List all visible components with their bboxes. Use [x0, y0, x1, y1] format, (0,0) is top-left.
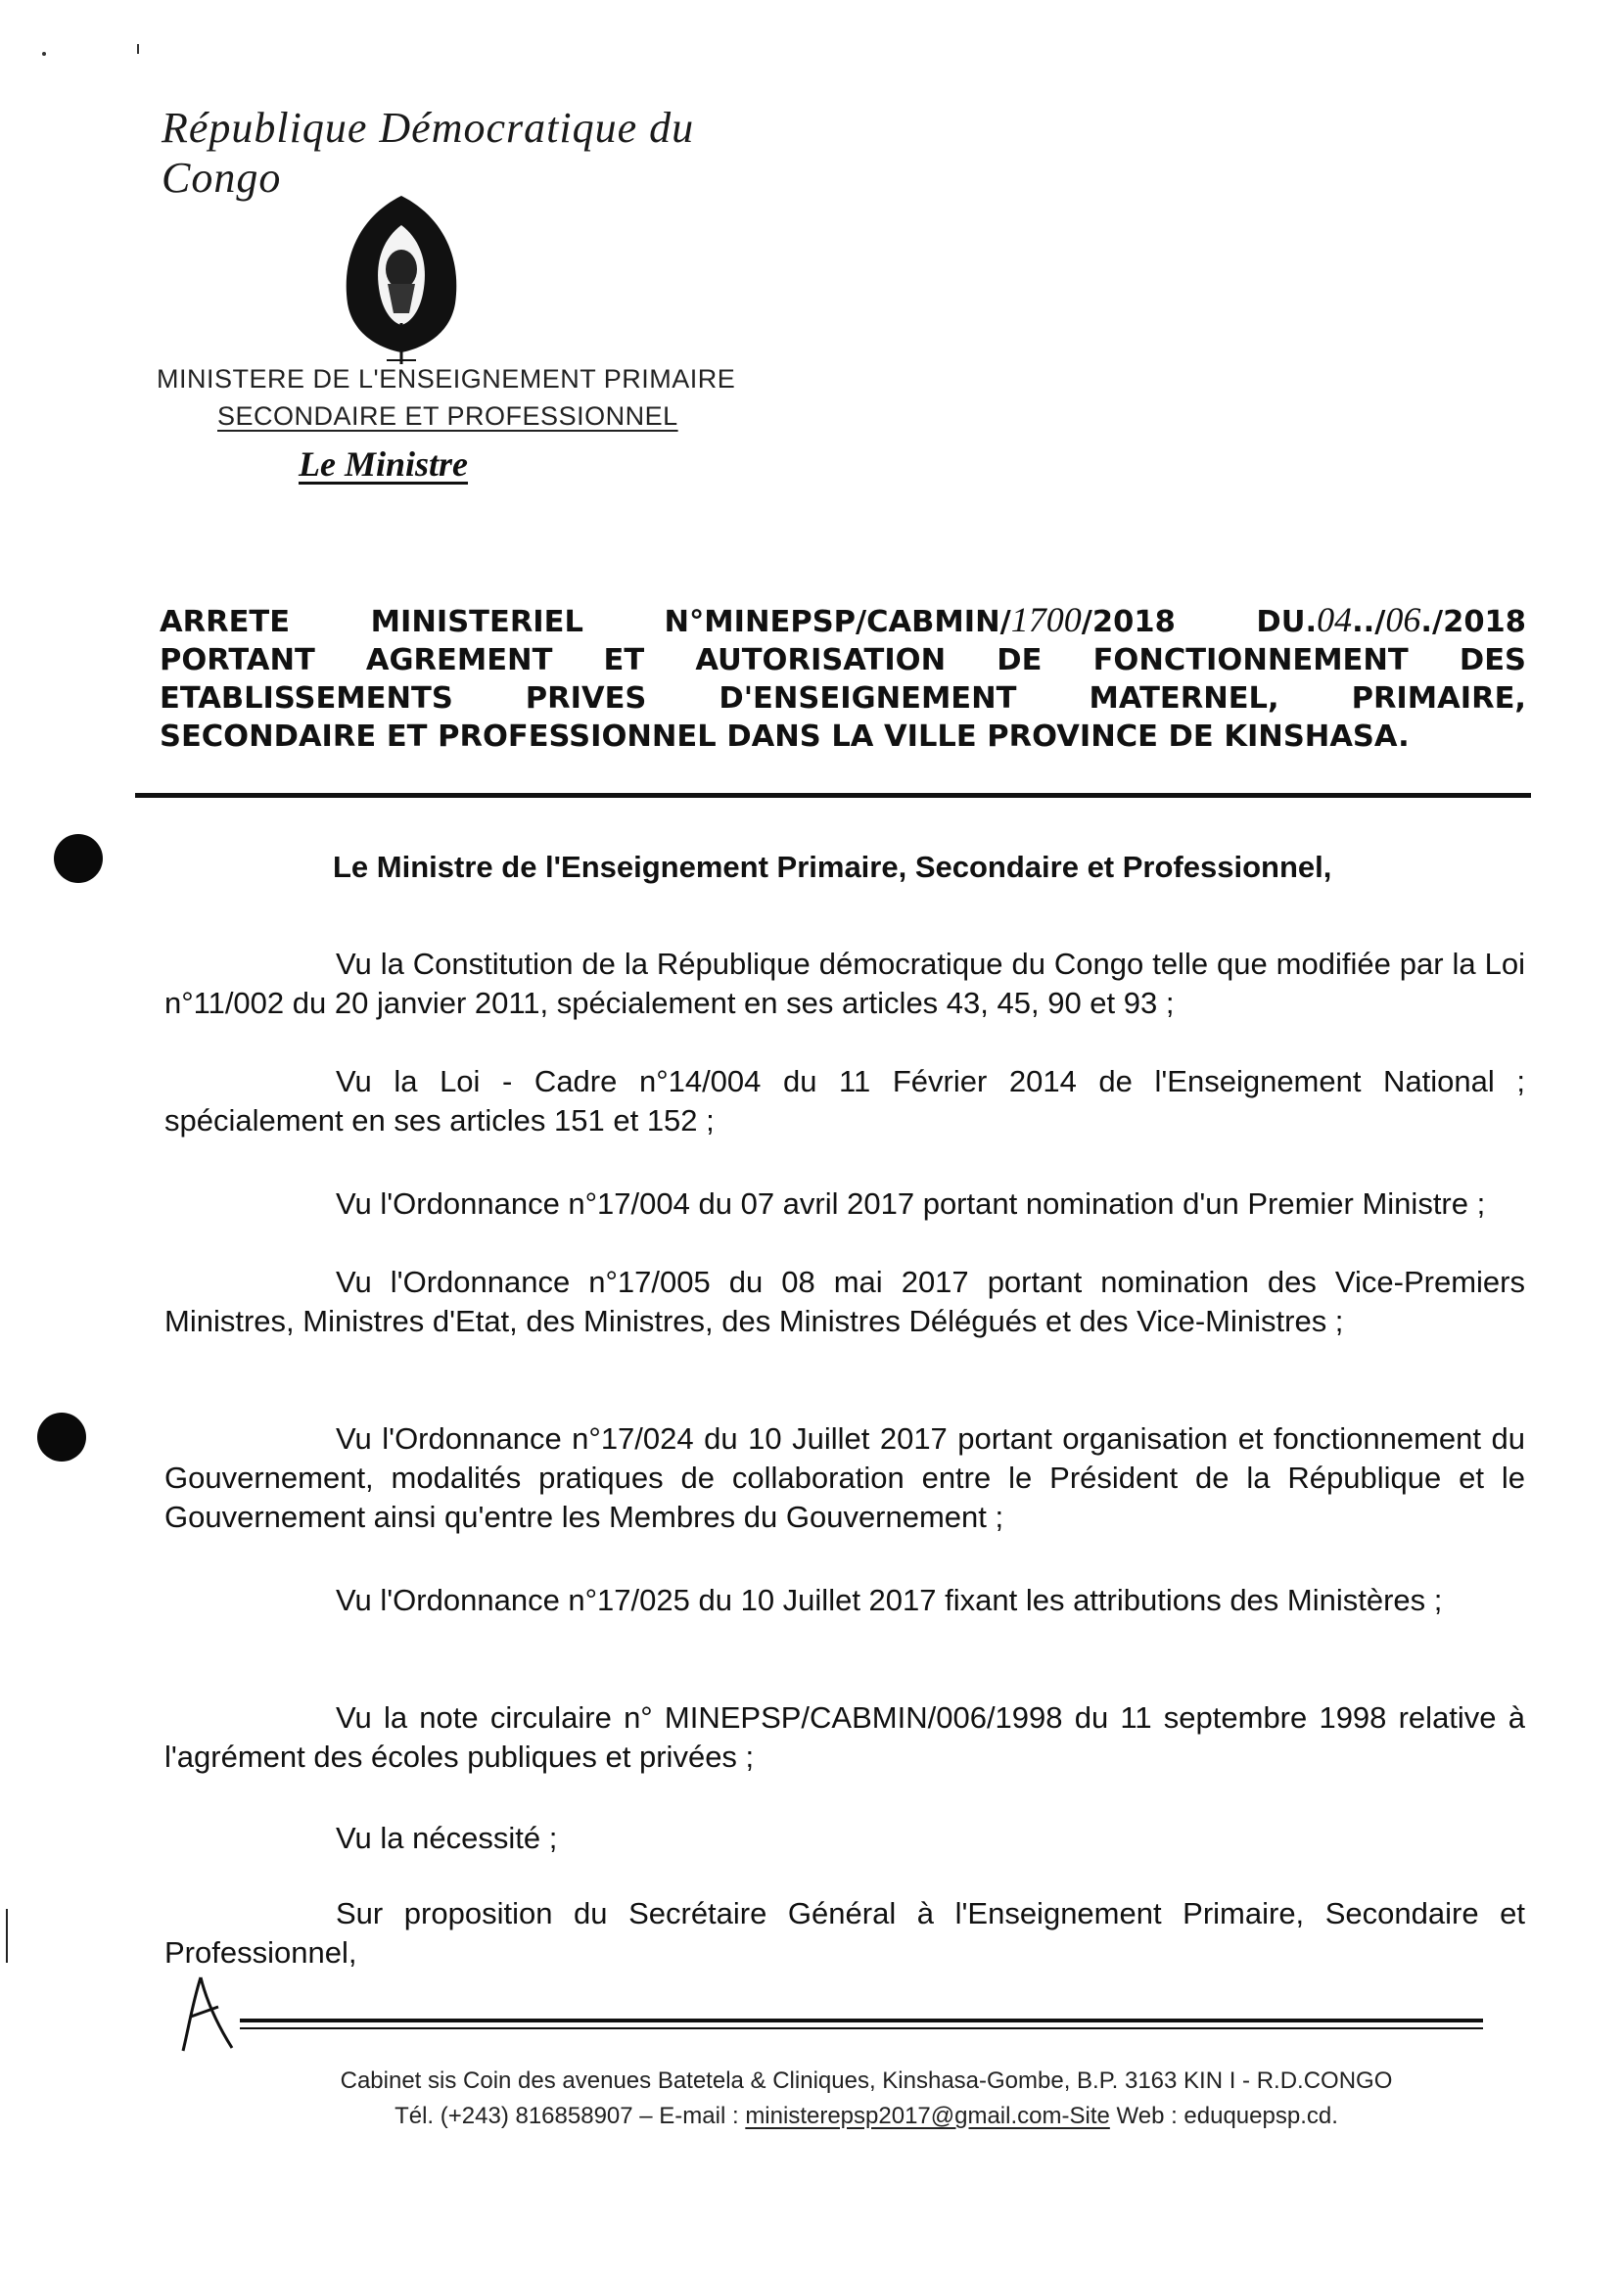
- considerant-ordonnance-gouvernement: [164, 1419, 1525, 1537]
- decree-title-line3: ETABLISSEMENTS PRIVES D'ENSEIGNEMENT MATERNEL, PRIMAIRE,: [160, 681, 1526, 716]
- decree-year-separator: /2018 DU.: [1081, 605, 1318, 639]
- punch-hole-bottom: [37, 1413, 86, 1462]
- footer-contact: [240, 2103, 1493, 2130]
- decree-month-separator: ../: [1352, 605, 1386, 639]
- decree-label: ARRETE MINISTERIEL N°MINEPSP/CABMIN/: [160, 605, 1011, 639]
- paragraph-text: Vu l'Ordonnance n°17/024 du 10 Juillet 2017 portant organisation et fonctionnement du Gouvernement, modalités pratiques de collaboration entre le Président de la République et le Gouvernement ainsi qu'entre les Membres du Gouvernement ;: [164, 1421, 1525, 1534]
- considerant-loi-cadre: [164, 1062, 1525, 1140]
- paragraph-text: Vu la note circulaire n° MINEPSP/CABMIN/006/1998 du 11 septembre 1998 relative à l'agrément des écoles publiques et privées ;: [164, 1700, 1525, 1774]
- considerant-ordonnance-premier-ministre: [164, 1184, 1525, 1224]
- scan-specks: [0, 0, 196, 78]
- coat-of-arms-emblem: [333, 186, 470, 372]
- footer-email-link[interactable]: ministerepsp2017@gmail.com-Site: [745, 2103, 1110, 2129]
- considerant-note-circulaire: [164, 1698, 1525, 1777]
- considerant-ordonnance-vice-premiers: [164, 1263, 1525, 1341]
- decree-year-end: ./2018: [1420, 605, 1526, 639]
- footer-address: Cabinet sis Coin des avenues Batetela & Cliniques, Kinshasa-Gombe, B.P. 3163 KIN I - R.D.CONGO: [340, 2067, 1393, 2094]
- paragraph-text: Vu la Constitution de la République démocratique du Congo telle que modifiée par la Loi n°11/002 du 20 janvier 2011, spécialement en ses articles 43, 45, 90 et 93 ;: [164, 947, 1525, 1020]
- decree-title: [160, 601, 1526, 756]
- decree-title-line4: SECONDAIRE ET PROFESSIONNEL DANS LA VILLE PROVINCE DE KINSHASA.: [160, 720, 1410, 754]
- footer-rule-thin: [240, 2027, 1483, 2029]
- paragraph-text: Vu l'Ordonnance n°17/005 du 08 mai 2017 portant nomination des Vice-Premiers Ministres, Ministres d'Etat, des Ministres, des Ministres Délégués et des Vice-Ministres ;: [164, 1265, 1525, 1338]
- paragraph-text: Vu la Loi - Cadre n°14/004 du 11 Février 2014 de l'Enseignement National ; spécialement en ses articles 151 et 152 ;: [164, 1064, 1525, 1138]
- title-separator-rule: [135, 793, 1531, 798]
- margin-mark: [6, 1909, 8, 1963]
- footer-website: Web : eduquepsp.cd.: [1109, 2103, 1338, 2129]
- paragraph-text: Vu la nécessité ;: [336, 1821, 558, 1855]
- handwritten-initials: [171, 1968, 250, 2056]
- paragraph-text: Sur proposition du Secrétaire Général à l'Enseignement Primaire, Secondaire et Professionnel,: [164, 1896, 1525, 1970]
- considerant-ordonnance-attributions: [164, 1581, 1525, 1620]
- considerant-necessite: [164, 1819, 1525, 1858]
- handwritten-month: 06: [1385, 600, 1421, 639]
- decree-title-line2: PORTANT AGREMENT ET AUTORISATION DE FONCTIONNEMENT DES: [160, 643, 1526, 677]
- republic-heading: République Démocratique du Congo: [162, 104, 695, 202]
- le-ministre-signature-line: Le Ministre: [299, 444, 469, 484]
- footer-rule-thick: [240, 2019, 1483, 2022]
- ministry-name-line2: SECONDAIRE ET PROFESSIONNEL: [217, 401, 678, 431]
- paragraph-text: Vu l'Ordonnance n°17/004 du 07 avril 2017 portant nomination d'un Premier Ministre ;: [336, 1186, 1486, 1221]
- handwritten-decree-number: 1700: [1010, 600, 1082, 639]
- considerant-proposition: [164, 1894, 1525, 1973]
- ministry-name-line1: MINISTERE DE L'ENSEIGNEMENT PRIMAIRE: [157, 364, 736, 394]
- considerant-constitution: [164, 945, 1525, 1023]
- punch-hole-top: [54, 834, 103, 883]
- minister-heading: Le Ministre de l'Enseignement Primaire, Secondaire et Professionnel,: [333, 850, 1332, 884]
- handwritten-day: 04: [1317, 600, 1353, 639]
- paragraph-text: Vu l'Ordonnance n°17/025 du 10 Juillet 2017 fixant les attributions des Ministères ;: [336, 1583, 1443, 1617]
- footer-telephone: Tél. (+243) 816858907 – E-mail :: [394, 2103, 746, 2129]
- decree-title-line1: [160, 601, 1526, 641]
